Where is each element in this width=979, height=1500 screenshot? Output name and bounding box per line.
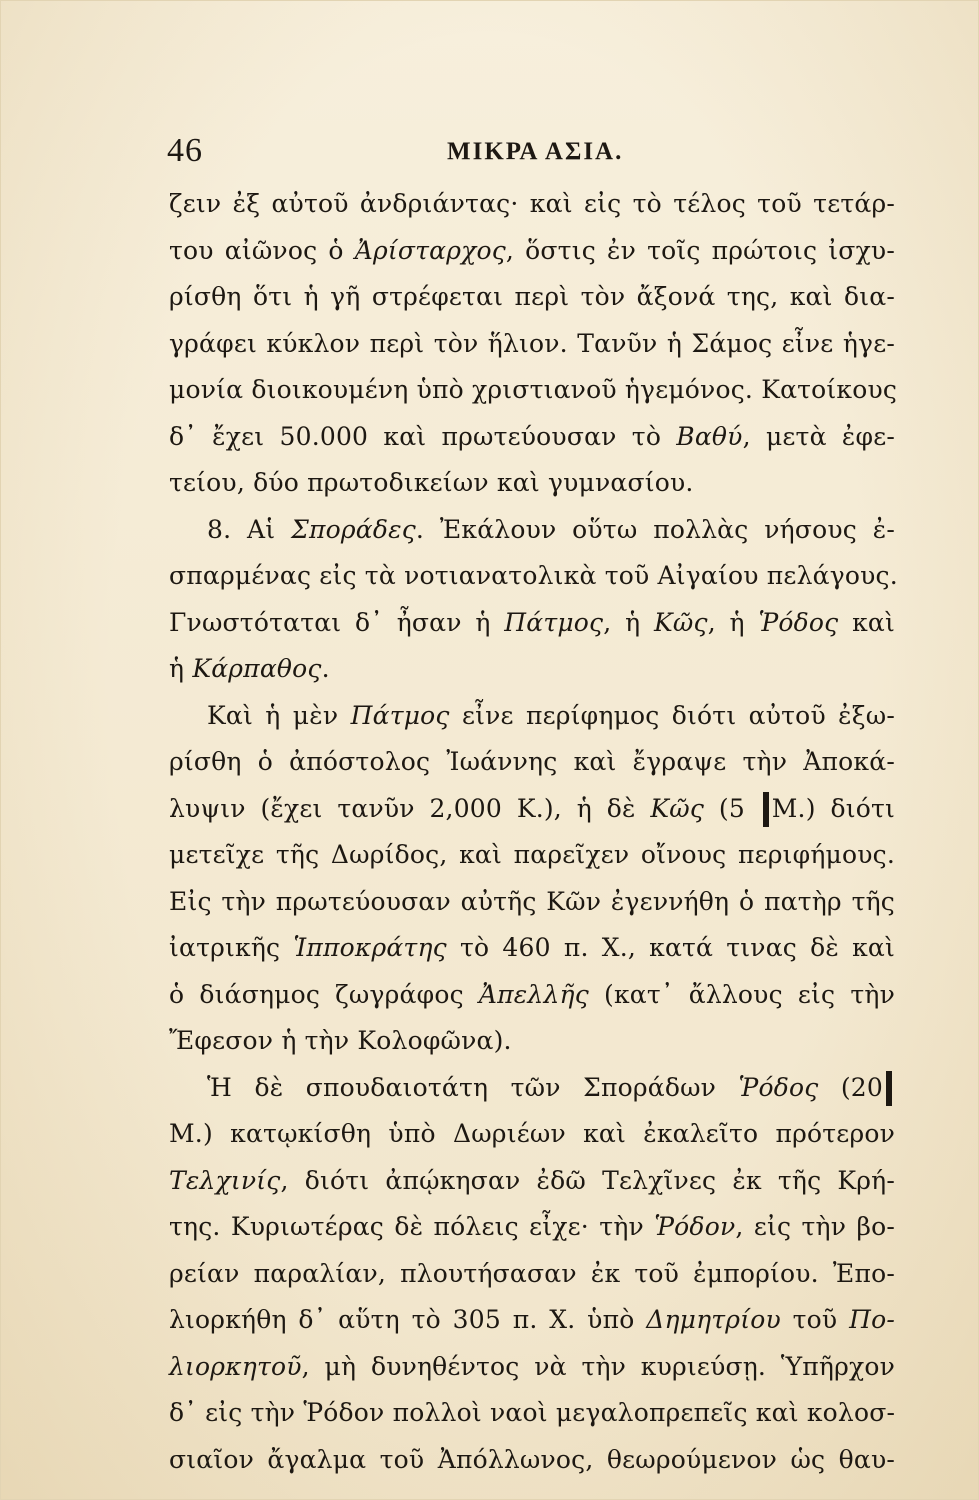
text-line bbox=[169, 693, 895, 740]
text-span: ρίσθη ὁ ἀπόστολος Ἰωάννης καὶ ἔγραψε τὴν Ἀποκά- bbox=[169, 747, 895, 776]
text-span: τείου, δύο πρωτοδικείων καὶ γυμνασίου. bbox=[169, 468, 694, 497]
page-header bbox=[167, 131, 893, 171]
text-span: καὶ bbox=[838, 607, 895, 637]
text-line bbox=[169, 507, 895, 554]
text-span: . Ἐκάλουν οὕτω πολλὰς νήσους ἐ- bbox=[415, 514, 895, 544]
text-line bbox=[169, 1437, 895, 1484]
text-span: τοῦ bbox=[780, 1305, 850, 1334]
text-span: σιαῖον ἄγαλμα τοῦ Ἀπόλλωνος, θεωρούμενον ὡς θαυ- bbox=[169, 1444, 895, 1474]
person-name: Ἀρίσταρχος bbox=[354, 235, 506, 265]
text-span: λυψιν (ἔχει τανῦν 2,000 Κ.), ἡ δὲ bbox=[169, 793, 651, 823]
text-span: (5 bbox=[704, 793, 760, 823]
text-line bbox=[169, 1251, 895, 1298]
place-name: Κάρπαθος bbox=[192, 654, 322, 683]
text-line bbox=[169, 321, 895, 368]
place-name: Πάτμος bbox=[504, 607, 604, 637]
text-span: ὁ διάσημος ζωγράφος bbox=[169, 979, 479, 1009]
person-name: λιορκητοῦ bbox=[169, 1351, 302, 1381]
text-line bbox=[169, 739, 895, 786]
text-span: ἰατρικῆς bbox=[169, 933, 294, 962]
text-span: , μὴ δυνηθέντος νὰ τὴν κυριεύσῃ. Ὑπῆρχον bbox=[301, 1351, 895, 1381]
text-span: ρείαν παραλίαν, πλουτήσασαν ἐκ τοῦ ἐμπορίου. Ἐπο- bbox=[169, 1258, 895, 1288]
text-span: ρίσθη ὅτι ἡ γῆ στρέφεται περὶ τὸν ἄξονά της, καὶ δια- bbox=[169, 282, 895, 311]
text-line bbox=[169, 925, 895, 972]
person-name: Ἀπελλῆς bbox=[478, 979, 589, 1009]
place-name: Κῶς bbox=[650, 793, 705, 823]
text-span: , ἡ bbox=[707, 607, 759, 637]
text-span: Καὶ ἡ μὲν bbox=[207, 700, 351, 730]
text-span: , διότι ἀπῴκησαν ἐδῶ Τελχῖνες ἐκ τῆς Κρή- bbox=[280, 1165, 895, 1195]
text-line bbox=[169, 1065, 895, 1112]
text-line bbox=[169, 1158, 895, 1205]
text-span: μετεῖχε τῆς Δωρίδος, καὶ παρεῖχεν οἴνους περιφήμους. bbox=[169, 840, 895, 869]
text-line bbox=[169, 553, 898, 600]
text-line bbox=[169, 879, 895, 926]
text-line bbox=[169, 1344, 895, 1391]
square-unit-icon bbox=[763, 792, 769, 827]
text-line bbox=[169, 228, 895, 275]
text-span: δ᾽ εἰς τὴν Ῥόδον πολλοὶ ναοὶ μεγαλοπρεπεῖς καὶ κολοσ- bbox=[169, 1398, 896, 1427]
place-name: Πάτμος bbox=[350, 700, 450, 730]
text-line bbox=[169, 832, 895, 879]
place-name: Βαθύ bbox=[676, 421, 743, 451]
text-span: της. Κυριωτέρας δὲ πόλεις εἶχε· τὴν bbox=[169, 1212, 655, 1241]
text-span: ἡ bbox=[169, 654, 193, 683]
text-span: , ἡ bbox=[603, 607, 655, 637]
person-name: Δημητρίου bbox=[646, 1305, 781, 1334]
text-line bbox=[169, 1111, 895, 1158]
place-name: Ῥόδος bbox=[738, 1072, 819, 1102]
text-line bbox=[169, 646, 895, 693]
person-name: Πο- bbox=[849, 1305, 895, 1334]
text-line bbox=[169, 786, 895, 833]
place-name: Τελχινίς bbox=[169, 1165, 281, 1195]
text-span: (20 bbox=[818, 1072, 884, 1102]
text-span: , εἰς τὴν βο- bbox=[735, 1212, 895, 1241]
text-line bbox=[169, 600, 895, 647]
square-unit-icon bbox=[886, 1071, 892, 1106]
text-line bbox=[169, 460, 895, 507]
page-number: 46 bbox=[167, 132, 203, 169]
text-line bbox=[169, 1204, 895, 1251]
text-span: του αἰῶνος ὁ bbox=[169, 235, 355, 265]
text-span: . bbox=[321, 654, 330, 683]
text-span: Μ.) διότι bbox=[771, 793, 895, 823]
text-span: Εἰς τὴν πρωτεύουσαν αὐτῆς Κῶν ἐγεννήθη ὁ πατὴρ τῆς bbox=[169, 886, 895, 916]
place-name: Σποράδες bbox=[291, 514, 416, 544]
text-span: ζειν ἐξ αὐτοῦ ἀνδριάντας· καὶ εἰς τὸ τέλος τοῦ τετάρ- bbox=[169, 189, 895, 218]
text-span: Γνωστόταται δ᾽ ἦσαν ἡ bbox=[169, 607, 505, 637]
text-span: Ἔφεσον ἡ τὴν Κολοφῶνα). bbox=[169, 1026, 512, 1055]
place-name: Ῥόδος bbox=[758, 607, 839, 637]
text-line bbox=[169, 1018, 895, 1065]
person-name: Ἱπποκράτης bbox=[293, 933, 447, 962]
text-span: μονία διοικουμένη ὑπὸ χριστιανοῦ ἡγεμόνος. Κατοίκους bbox=[169, 375, 898, 404]
text-line bbox=[169, 274, 895, 321]
body-text bbox=[169, 181, 898, 1483]
text-span: , μετὰ ἐφε- bbox=[742, 421, 895, 451]
text-line bbox=[169, 414, 895, 461]
text-span: (κατ᾽ ἄλλους εἰς τὴν bbox=[588, 979, 895, 1009]
text-span: σπαρμένας εἰς τὰ νοτιανατολικὰ τοῦ Αἰγαίου πελάγους. bbox=[169, 561, 898, 590]
text-line bbox=[169, 367, 898, 414]
text-span: Μ.) κατῳκίσθη ὑπὸ Δωριέων καὶ ἐκαλεῖτο πρότερον bbox=[169, 1119, 895, 1148]
place-name: Ῥόδον bbox=[654, 1212, 736, 1241]
text-span: 8. Αἱ bbox=[207, 514, 292, 544]
text-span: δ᾽ ἔχει 50.000 καὶ πρωτεύουσαν τὸ bbox=[169, 421, 677, 451]
text-span: εἶνε περίφημος διότι αὐτοῦ ἐξω- bbox=[449, 700, 895, 730]
text-line bbox=[169, 181, 895, 228]
text-line bbox=[169, 972, 895, 1019]
place-name: Κῶς bbox=[654, 607, 708, 637]
text-span: Ἡ δὲ σπουδαιοτάτη τῶν Σποράδων bbox=[207, 1072, 739, 1102]
text-line bbox=[169, 1297, 895, 1344]
text-span: λιορκήθη δ᾽ αὕτη τὸ 305 π. Χ. ὑπὸ bbox=[169, 1305, 647, 1334]
text-span: γράφει κύκλον περὶ τὸν ἥλιον. Τανῦν ἡ Σάμος εἶνε ἡγε- bbox=[169, 328, 895, 358]
text-span: , ὅστις ἐν τοῖς πρώτοις ἰσχυ- bbox=[505, 235, 895, 265]
running-title: ΜΙΚΡΑ ΑΣΙΑ. bbox=[447, 138, 624, 165]
text-span: τὸ 460 π. Χ., κατά τινας δὲ καὶ bbox=[446, 933, 895, 962]
text-line bbox=[169, 1390, 895, 1437]
